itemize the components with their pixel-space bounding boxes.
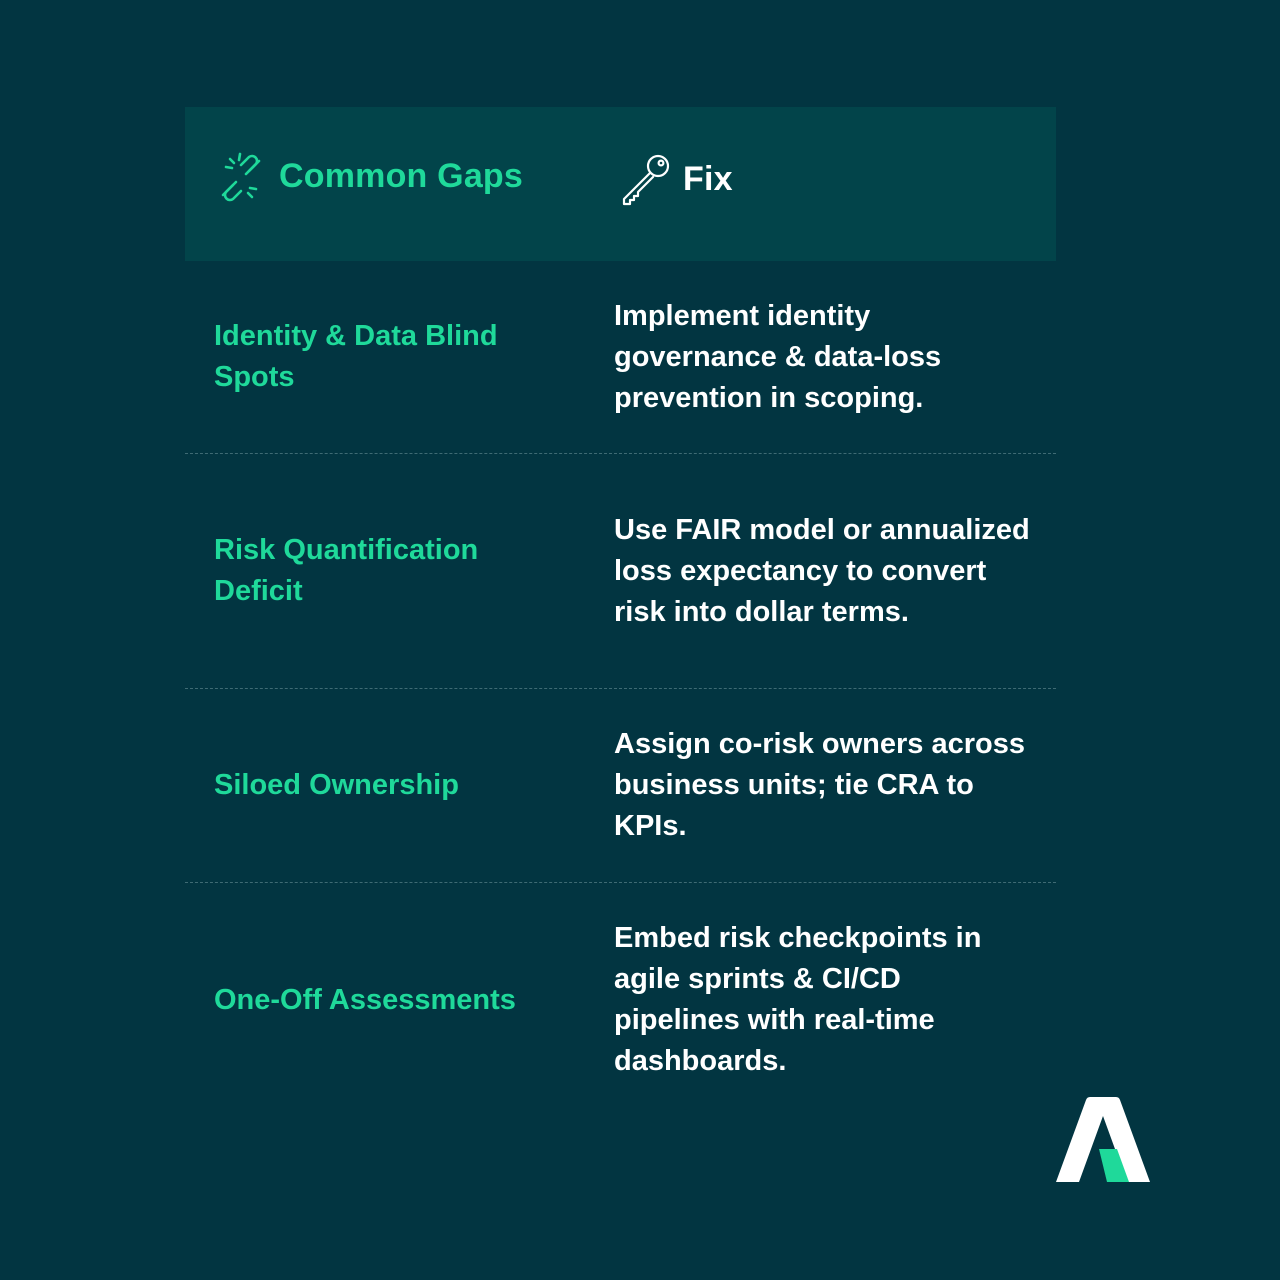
gap-cell: Risk Quantification Deficit [214, 534, 479, 607]
gap-cell: Siloed Ownership [214, 769, 459, 801]
key-icon [617, 152, 673, 208]
table-row [185, 261, 1056, 454]
fix-title: Fix [683, 159, 733, 198]
gaps-fix-table [185, 107, 1056, 1117]
table-row [185, 454, 1056, 689]
header-common-gaps [213, 107, 523, 261]
fix-cell: Assign co-risk owners across business units; tie CRA to KPIs. [614, 728, 1025, 842]
table-row [185, 883, 1056, 1117]
a-logo-icon [1055, 1096, 1151, 1184]
header-fix [617, 107, 733, 261]
fix-cell: Implement identity governance & data-loss prevention in scoping. [614, 299, 942, 414]
gap-cell: Identity & Data Blind Spots [214, 320, 498, 393]
common-gaps-title: Common Gaps [279, 156, 524, 195]
fix-cell: Embed risk checkpoints in agile sprints & CI/CD pipelines with real-time dashboards. [614, 922, 982, 1077]
fix-cell: Use FAIR model or annualized loss expectancy to convert risk into dollar terms. [614, 513, 1030, 628]
table-row [185, 689, 1056, 883]
broken-link-icon [213, 150, 269, 206]
gap-cell: One-Off Assessments [214, 983, 516, 1016]
table-header [185, 107, 1056, 261]
